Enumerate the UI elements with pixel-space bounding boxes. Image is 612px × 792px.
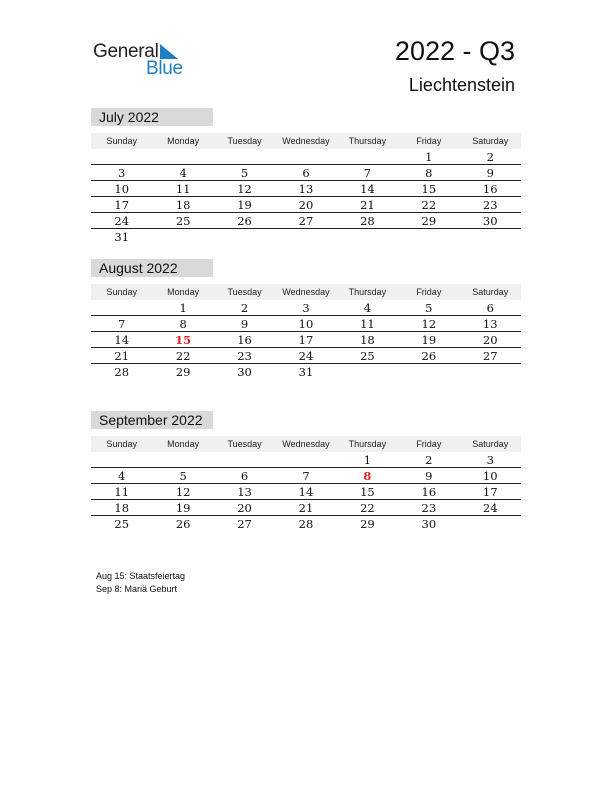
day-cell: 2 (486, 150, 494, 164)
weekday-label: Wednesday (282, 439, 330, 449)
day-cell: 7 (302, 469, 310, 483)
day-cell: 2 (240, 301, 249, 315)
day-cell: 28 (360, 214, 375, 228)
weekday-label: Friday (416, 439, 442, 449)
day-cell: 4 (363, 301, 372, 315)
day-cell: 30 (237, 365, 252, 379)
weekday-label: Wednesday (282, 287, 330, 297)
weekday-label: Saturday (472, 287, 509, 297)
day-cell: 14 (360, 182, 375, 196)
day-cell: 20 (482, 333, 498, 347)
day-cell: 23 (421, 501, 437, 515)
weekday-label: Thursday (348, 287, 387, 297)
general-blue-logo (93, 41, 193, 81)
day-cell: 19 (421, 333, 437, 347)
day-cell: 6 (240, 469, 249, 483)
empty-day-cell (398, 229, 459, 245)
logo-text-blue: Blue (146, 58, 183, 79)
day-cell: 27 (237, 517, 252, 531)
holiday-note: Aug 15: Staatsfeiertag (96, 571, 186, 581)
empty-day-cell (152, 452, 213, 467)
weekday-label: Tuesday (227, 287, 262, 297)
week-row (91, 213, 521, 229)
day-cell: 12 (175, 485, 191, 499)
weekday-label: Tuesday (227, 136, 262, 146)
holiday-notes (96, 570, 185, 595)
day-cell: 25 (360, 349, 375, 363)
day-cell: 25 (175, 214, 191, 228)
day-cell: 2 (425, 453, 433, 467)
day-cell: 5 (179, 469, 187, 483)
day-cell: 17 (114, 198, 130, 212)
empty-day-cell (460, 229, 521, 245)
day-cell: 21 (114, 349, 130, 363)
weekday-label: Friday (416, 136, 442, 146)
weeks-container (91, 452, 521, 532)
week-row (91, 181, 521, 197)
empty-day-cell (91, 149, 152, 164)
weekday-label: Thursday (348, 136, 387, 146)
day-cell: 14 (298, 485, 314, 499)
day-cell: 18 (175, 198, 191, 212)
day-cell: 31 (298, 365, 314, 379)
empty-day-cell (460, 516, 521, 532)
day-cell: 3 (486, 453, 494, 467)
day-cell: 17 (482, 485, 498, 499)
day-cell: 28 (114, 365, 130, 379)
weekday-label: Monday (167, 287, 200, 297)
day-cell: 16 (421, 485, 437, 499)
day-cell: 11 (360, 317, 375, 331)
day-cell: 21 (360, 198, 375, 212)
week-row (91, 484, 521, 500)
weekday-label: Monday (167, 439, 200, 449)
day-cell: 13 (482, 317, 498, 331)
day-cell: 8 (425, 166, 433, 180)
week-row (91, 229, 521, 245)
weekday-label: Sunday (106, 136, 137, 146)
week-row (91, 516, 521, 532)
empty-day-cell (460, 364, 521, 380)
day-cell: 30 (421, 517, 437, 531)
day-cell: 21 (298, 501, 314, 515)
empty-day-cell (275, 149, 336, 164)
week-row (91, 149, 521, 165)
day-cell: 16 (482, 182, 498, 196)
day-cell: 31 (114, 230, 130, 244)
logo-triangle-icon (160, 44, 178, 59)
empty-day-cell (91, 300, 152, 315)
day-cell: 11 (175, 182, 191, 196)
day-cell: 27 (482, 349, 498, 363)
month-august (91, 259, 521, 380)
day-cell: 1 (179, 301, 187, 315)
week-row (91, 300, 521, 316)
day-cell: 15 (421, 182, 437, 196)
day-cell: 29 (175, 365, 191, 379)
week-row (91, 332, 521, 348)
day-cell: 13 (237, 485, 252, 499)
day-cell: 30 (482, 214, 498, 228)
week-row (91, 197, 521, 213)
day-cell: 7 (363, 166, 372, 180)
month-september (91, 411, 521, 532)
day-cell: 12 (237, 182, 252, 196)
week-row (91, 500, 521, 516)
day-cell: 9 (486, 166, 494, 180)
weekday-label: Monday (167, 136, 200, 146)
month-title: July 2022 (91, 108, 213, 126)
empty-day-cell (337, 364, 398, 380)
day-cell: 28 (298, 517, 314, 531)
weekday-label: Wednesday (282, 136, 330, 146)
day-cell: 23 (482, 198, 498, 212)
weekday-header-row (91, 436, 521, 452)
day-cell: 27 (298, 214, 314, 228)
empty-day-cell (214, 452, 275, 467)
weekday-label: Saturday (472, 439, 509, 449)
day-cell: 1 (363, 453, 372, 467)
day-cell: 20 (237, 501, 252, 515)
day-cell: 5 (240, 166, 249, 180)
day-cell: 11 (114, 485, 130, 499)
weeks-container (91, 300, 521, 380)
day-cell: 6 (486, 301, 494, 315)
empty-day-cell (152, 229, 213, 245)
day-cell: 5 (425, 301, 433, 315)
day-cell: 3 (302, 301, 310, 315)
holiday-note: Sep 8: Mariä Geburt (96, 583, 178, 594)
country-name: Liechtenstein (408, 75, 515, 95)
day-cell: 13 (298, 182, 314, 196)
empty-day-cell (152, 149, 213, 164)
day-cell: 24 (298, 349, 314, 363)
week-row (91, 364, 521, 380)
day-cell: 8 (179, 317, 187, 331)
day-cell: 15 (175, 333, 192, 347)
day-cell: 6 (302, 166, 310, 180)
day-cell: 26 (237, 214, 252, 228)
day-cell: 18 (114, 501, 130, 515)
weekday-header-row (91, 133, 521, 149)
logo-text-general: General (93, 41, 159, 62)
week-row (91, 468, 521, 484)
month-title: August 2022 (91, 259, 213, 277)
day-cell: 22 (360, 501, 375, 515)
day-cell: 3 (118, 166, 126, 180)
weekday-label: Tuesday (227, 439, 262, 449)
day-cell: 20 (298, 198, 314, 212)
empty-day-cell (275, 452, 336, 467)
day-cell: 9 (425, 469, 433, 483)
day-cell: 22 (421, 198, 437, 212)
month-july (91, 108, 521, 245)
empty-day-cell (91, 452, 152, 467)
empty-day-cell (337, 149, 398, 164)
day-cell: 12 (421, 317, 437, 331)
day-cell: 29 (360, 517, 375, 531)
day-cell: 26 (421, 349, 437, 363)
empty-day-cell (398, 364, 459, 380)
week-row (91, 316, 521, 332)
day-cell: 10 (482, 469, 498, 483)
day-cell: 9 (240, 317, 249, 331)
day-cell: 15 (360, 485, 375, 499)
day-cell: 24 (482, 501, 498, 515)
week-row (91, 165, 521, 181)
month-title: September 2022 (91, 411, 213, 429)
week-row (91, 452, 521, 468)
day-cell: 8 (363, 469, 372, 483)
day-cell: 25 (114, 517, 130, 531)
empty-day-cell (214, 229, 275, 245)
day-cell: 10 (114, 182, 130, 196)
day-cell: 14 (114, 333, 130, 347)
day-cell: 18 (360, 333, 375, 347)
day-cell: 10 (298, 317, 314, 331)
weeks-container (91, 149, 521, 245)
empty-day-cell (214, 149, 275, 164)
day-cell: 22 (175, 349, 191, 363)
day-cell: 24 (114, 214, 130, 228)
weekday-label: Friday (416, 287, 442, 297)
day-cell: 16 (237, 333, 252, 347)
day-cell: 17 (298, 333, 314, 347)
day-cell: 7 (118, 317, 126, 331)
weekday-label: Sunday (106, 287, 137, 297)
page-title: 2022 - Q3 (394, 36, 515, 66)
weekday-label: Thursday (348, 439, 387, 449)
day-cell: 26 (175, 517, 191, 531)
day-cell: 19 (237, 198, 252, 212)
week-row (91, 348, 521, 364)
day-cell: 19 (175, 501, 191, 515)
day-cell: 4 (118, 469, 126, 483)
day-cell: 4 (179, 166, 187, 180)
weekday-label: Sunday (106, 439, 137, 449)
weekday-header-row (91, 284, 521, 300)
weekday-label: Saturday (472, 136, 509, 146)
empty-day-cell (337, 229, 398, 245)
day-cell: 23 (237, 349, 252, 363)
day-cell: 1 (425, 150, 433, 164)
empty-day-cell (275, 229, 336, 245)
day-cell: 29 (421, 214, 437, 228)
